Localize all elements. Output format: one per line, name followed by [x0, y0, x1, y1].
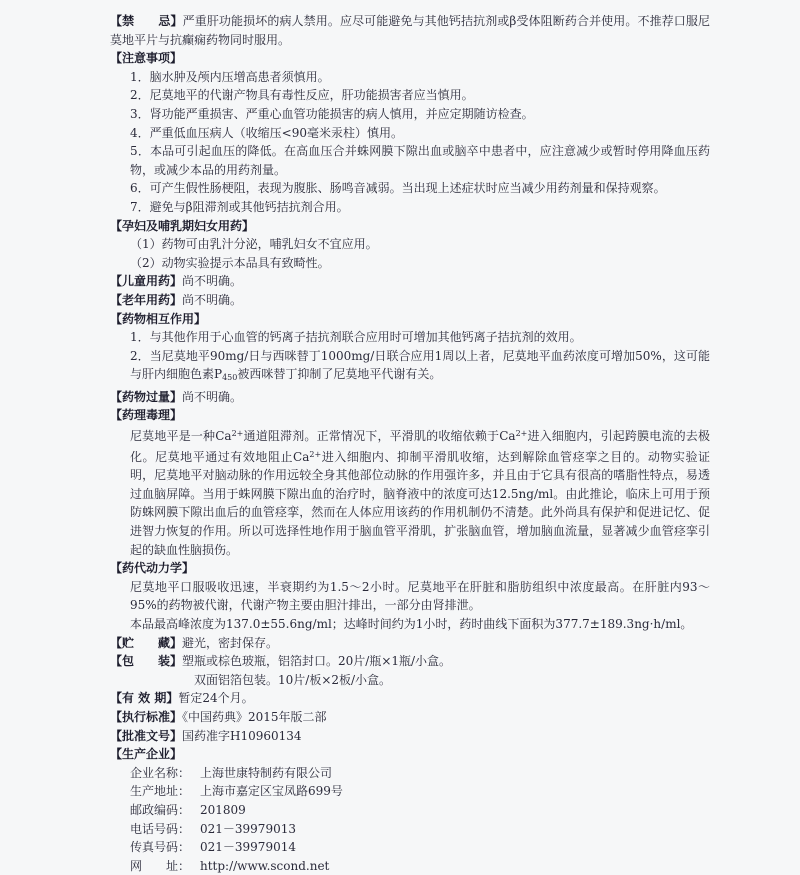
precaution-item: 7．避免与β阻滞剂或其他钙拮抗剂合用。: [130, 199, 349, 214]
pharmacology-text: 进入细胞内、抑制平滑肌收缩，达到解除血管痉挛之目的。动物实验证明，尼莫地平对脑动脉的作用远较全身其他部位动脉的作用强许多，并且由于它具有很高的嗜脂性特点，易透过血脑屏障。当用于蛛网膜下隙出血的治疗时，脑脊液中的浓度可达12.5ng/ml。由此推论，临床上可用于预防蛛网膜下隙出血后的血管痉挛，然而在人体应用该药的作用机制仍不清楚。此外尚具有保护和促进记忆、促进智力恢复的作用。所以可选择性地作用于脑血管平滑肌，扩张脑血管，增加脑血流量，显著减少血管痉挛引起的缺血性脑损伤。: [130, 449, 710, 557]
children-section: [110, 272, 710, 291]
manufacturer-row: [110, 838, 710, 857]
precaution-item: 1．脑水肿及颅内压增高患者须慎用。: [130, 69, 330, 84]
elderly-label: 【老年用药】: [110, 292, 183, 307]
contraindications-section: [110, 12, 710, 49]
manufacturer-value: 021－39979014: [200, 840, 296, 855]
pharmacology-label: 【药理毒理】: [110, 408, 183, 423]
pharmacology-paragraph: [110, 425, 710, 559]
storage-label: 【贮 藏】: [110, 635, 183, 650]
manufacturer-row: [110, 801, 710, 820]
pharmacology-text: 进入细胞内，引起跨膜电流的去极化。尼莫地平通过有效地阻止Ca: [130, 429, 710, 464]
manufacturer-key: 传真号码：: [130, 840, 191, 855]
standard-text: 《中国药典》2015年版二部: [182, 709, 327, 724]
manufacturer-value: 201809: [200, 802, 246, 817]
pharmacology-superscript: 2+: [231, 429, 244, 439]
precaution-item: 3．肾功能严重损害、严重心血管功能损害的病人慎用，并应定期随访检查。: [130, 106, 534, 121]
interaction-item-subscript: 450: [222, 373, 238, 383]
interaction-item: 1．与其他作用于心血管的钙离子拮抗剂联合应用时可增加其他钙离子拮抗剂的效用。: [130, 330, 582, 345]
elderly-section: [110, 291, 710, 310]
precaution-item: 5．本品可引起血压的降低。在高血压合并蛛网膜下隙出血或脑卒中患者中，应注意减少或暂时停用降血压药物，或减少本品的用药剂量。: [130, 144, 710, 177]
pharmacokinetics-label: 【药代动力学】: [110, 561, 195, 576]
package-text: 塑瓶或棕色玻瓶，铝箔封口。20片/瓶×1瓶/小盒。: [182, 654, 452, 669]
precaution-item: 2．尼莫地平的代谢产物具有毒性反应，肝功能损害者应当慎用。: [130, 88, 474, 103]
package-label: 【包 装】: [110, 654, 183, 669]
manufacturer-key: 企业名称：: [130, 765, 191, 780]
validity-text: 暂定24个月。: [178, 691, 254, 706]
elderly-text: 尚不明确。: [182, 292, 243, 307]
interactions-label: 【药物相互作用】: [110, 311, 207, 326]
interaction-item-text: 被西咪替丁抑制了尼莫地平代谢有关。: [237, 367, 442, 382]
manufacturer-key: 电话号码：: [130, 821, 191, 836]
overdose-label: 【药物过量】: [110, 389, 183, 404]
validity-section: [110, 689, 710, 708]
pharmacokinetics-paragraph: 尼莫地平口服吸收迅速，半衰期约为1.5～2小时。尼莫地平在肝脏和脂肪组织中浓度最高。在肝脏内93～95%的药物被代谢，代谢产物主要由胆汁排出，一部分由肾排泄。: [130, 579, 710, 613]
package-text-line2: 双面铝箔包装。10片/板×2板/小盒。: [194, 672, 392, 687]
pharmacokinetics-paragraph: 本品最高峰浓度为137.0±55.6ng/ml；达峰时间约为1小时，药时曲线下面积为377.7±189.3ng·h/ml。: [130, 617, 693, 631]
manufacturer-value: 上海市嘉定区宝凤路699号: [200, 784, 343, 799]
children-label: 【儿童用药】: [110, 274, 183, 289]
manufacturer-row: [110, 764, 710, 783]
manufacturer-label: 【生产企业】: [110, 747, 183, 762]
interaction-item: [110, 347, 710, 388]
overdose-section: [110, 388, 710, 407]
pharmacology-text: 通道阻滞剂。正常情况下，平滑肌的收缩依赖于Ca: [243, 429, 516, 444]
precaution-item: 4．严重低血压病人（收缩压<90毫米汞柱）慎用。: [130, 125, 403, 140]
storage-text: 避光，密封保存。: [182, 635, 279, 650]
manufacturer-website: http://www.scond.net: [200, 858, 330, 873]
pregnancy-label: 【孕妇及哺乳期妇女用药】: [110, 218, 255, 233]
standard-label: 【执行标准】: [110, 709, 183, 724]
pregnancy-item: （2）动物实验提示本品具有致畸性。: [130, 255, 330, 270]
precaution-item: 6．可产生假性肠梗阻，表现为腹胀、肠鸣音减弱。当出现上述症状时应当减少用药剂量和保持观察。: [130, 181, 666, 196]
pharmacology-superscript: 2+: [515, 429, 528, 439]
approval-section: [110, 727, 710, 746]
approval-text: 国药准字H10960134: [182, 728, 302, 743]
standard-section: [110, 708, 710, 727]
manufacturer-key: 生产地址：: [130, 784, 191, 799]
manufacturer-row: [110, 820, 710, 839]
overdose-text: 尚不明确。: [182, 389, 243, 404]
storage-section: [110, 634, 710, 653]
interaction-item-text: 2．当尼莫地平90mg/日与西咪替丁1000mg/日联合应用1周以上者，尼莫地平血药浓度可增加50%，这可能与肝内细胞色素P: [130, 348, 710, 382]
precautions-label: 【注意事项】: [110, 51, 183, 66]
pharmacology-text: 尼莫地平是一种Ca: [130, 429, 232, 444]
pharmacology-superscript: 2+: [309, 449, 322, 459]
validity-label: 【有 效 期】: [110, 691, 179, 706]
approval-label: 【批准文号】: [110, 728, 183, 743]
manufacturer-key: 网 址：: [130, 858, 191, 873]
manufacturer-row: [110, 782, 710, 801]
contraindications-label: 【禁 忌】: [110, 14, 183, 28]
manufacturer-key: 邮政编码：: [130, 802, 191, 817]
manufacturer-value: 上海世康特制药有限公司: [200, 765, 333, 780]
contraindications-text: 严重肝功能损坏的病人禁用。应尽可能避免与其他钙拮抗剂或β受体阻断药合并使用。不推荐口服尼莫地平片与抗癫痫药物同时服用。: [110, 14, 710, 47]
children-text: 尚不明确。: [182, 274, 243, 289]
manufacturer-value: 021－39979013: [200, 821, 296, 836]
package-section: [110, 652, 710, 671]
pregnancy-item: （1）药物可由乳汁分泌，哺乳妇女不宜应用。: [130, 237, 378, 252]
manufacturer-row: [110, 857, 710, 875]
